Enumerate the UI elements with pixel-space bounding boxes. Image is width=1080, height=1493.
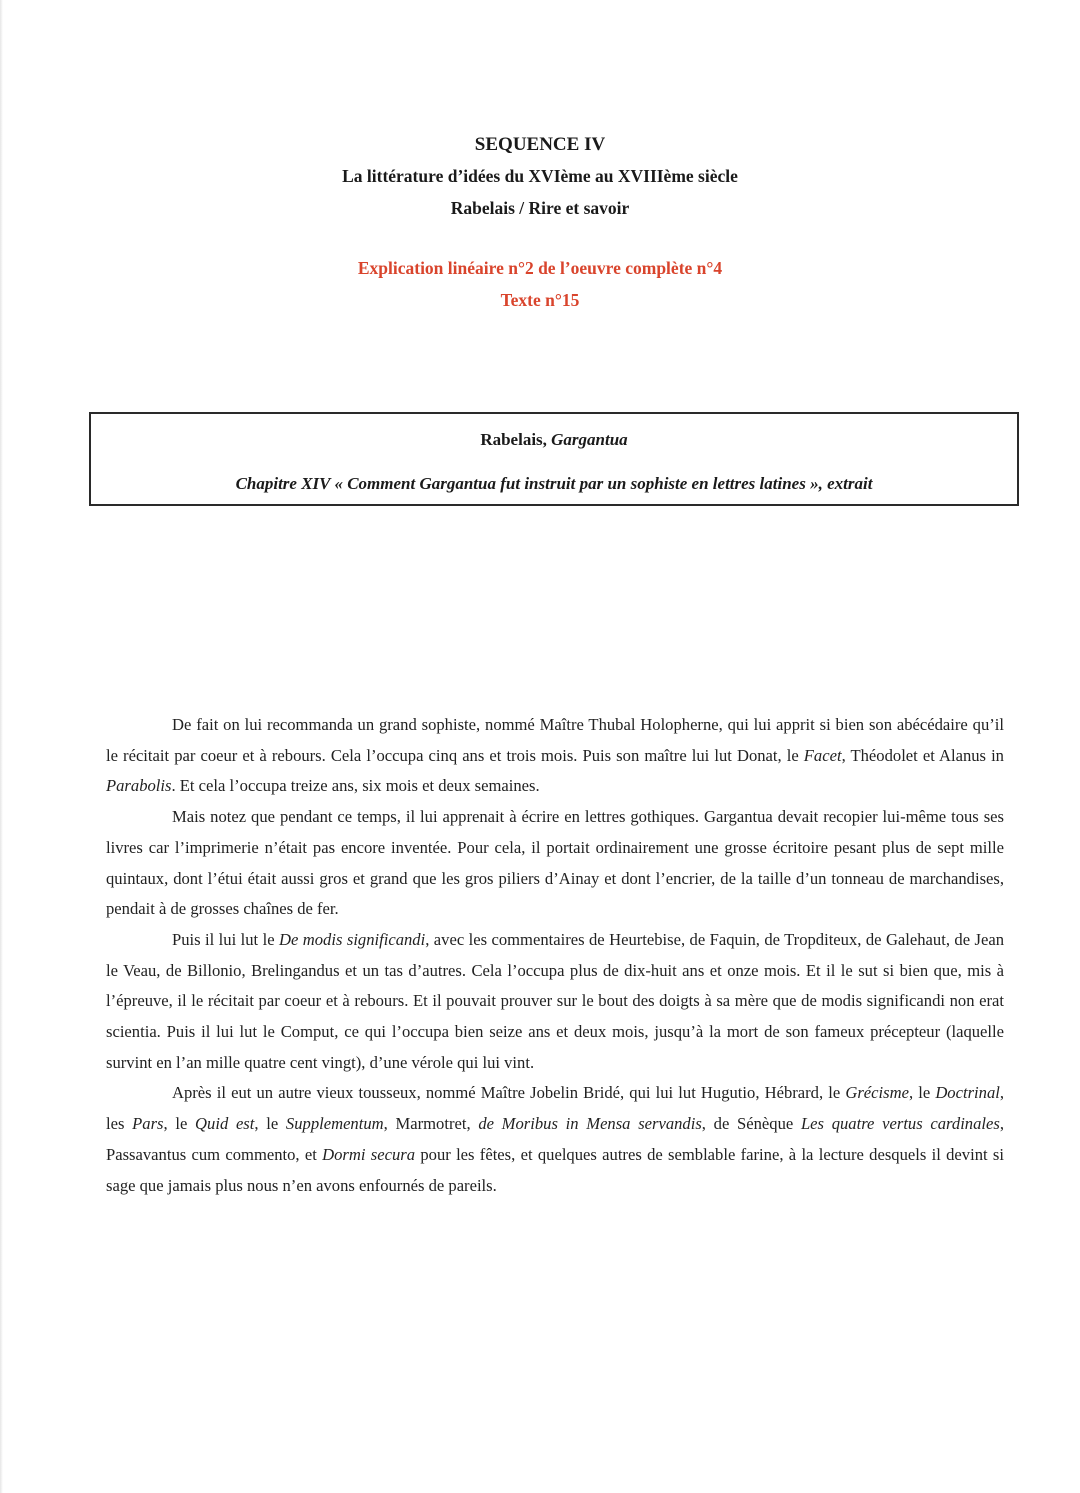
text-run: Mais notez que pendant ce temps, il lui apprenait à écrire en lettres gothiques. Gargantua devait recopier lui-même tous ses livres car l’imprimerie n’était pas encore inventée. Pour cela, il portait ordinairement une grosse écritoire pesant plus de sept mille quintaux, dont l’étui était aussi gros et grand que les gros piliers d’Ainay et dont l’encrier, de la taille d’un tonneau de marchandises, pendait à de grosses chaînes de fer. xyxy=(106,807,1004,919)
italic-title-run: de Moribus in Mensa servandis xyxy=(478,1114,702,1134)
text-run: , de Sénèque xyxy=(701,1114,801,1134)
italic-title-run: Doctrinal xyxy=(935,1083,1000,1103)
text-run: Puis il lui lut le xyxy=(172,929,279,949)
work-title: Gargantua xyxy=(551,430,628,449)
text-run: , le xyxy=(254,1114,286,1134)
text-run: , le xyxy=(163,1114,196,1134)
italic-title-run: Parabolis xyxy=(106,776,172,796)
chapter-title: Chapitre XIV « Comment Gargantua fut instruit par un sophiste en lettres latines », extrait xyxy=(235,474,873,493)
italic-title-run: Supplementum xyxy=(285,1114,384,1134)
paragraph xyxy=(106,802,1004,925)
sequence-subtitle: La littérature d’idées du XVIème au XVIIIème siècle xyxy=(342,166,738,186)
text-run: , avec les commentaires de Heurtebise, de Faquin, de Tropditeux, de Galehaut, de Jean le Veau, de Billonio, Brelingandus et un tas d’autres. Cela l’occupa plus de dix-huit ans et onze mois. Et il le sut si bien que, mis à l’épreuve, il le récitait par coeur et à rebours. Et il pouvait prouver sur le bout des doigts à sa mère que de modis significandi non erat scientia. Puis il lui lut le Comput, ce qui l’occupa bien seize ans et deux mois, jusqu’à la mort de son fameux précepteur (laquelle survint en l’an mille quatre cent vingt), d’une vérole qui lui vint. xyxy=(106,929,1004,1072)
italic-title-run: Grécisme xyxy=(845,1083,909,1103)
paragraph xyxy=(106,925,1004,1079)
italic-title-run: Pars xyxy=(132,1114,164,1134)
text-run: , Passavantus cum commento, et xyxy=(106,1114,1004,1164)
text-run: , les xyxy=(106,1083,1005,1134)
italic-title-run: Dormi secura xyxy=(322,1144,416,1164)
work-title-box xyxy=(89,412,1019,506)
italic-title-run: Quid est xyxy=(195,1114,255,1134)
text-run: . Et cela l’occupa treize ans, six mois et deux semaines. xyxy=(171,776,540,796)
explication-title: Explication linéaire n°2 de l’oeuvre complète n°4 xyxy=(357,258,723,278)
text-run: , le xyxy=(908,1083,936,1103)
italic-title-run: Facet xyxy=(803,745,842,765)
text-run: Après il eut un autre vieux tousseux, nommé Maître Jobelin Bridé, qui lui lut Hugutio, Hébrard, le xyxy=(172,1083,846,1103)
excerpt-text xyxy=(106,710,1004,1201)
sequence-theme: Rabelais / Rire et savoir xyxy=(450,198,630,218)
sequence-title: SEQUENCE IV xyxy=(474,134,606,155)
page-edge xyxy=(0,0,3,1493)
text-run: pour les fêtes, et quelques autres de semblable farine, à la lecture desquels il devint si sage que jamais plus nous n’en avons enfournés de pareils. xyxy=(106,1144,1004,1195)
paragraph xyxy=(106,1078,1004,1201)
work-author-line xyxy=(91,430,1017,450)
italic-title-run: Les quatre vertus cardinales xyxy=(800,1114,1000,1134)
text-number: Texte n°15 xyxy=(500,290,580,310)
text-run: De fait on lui recommanda un grand sophiste, nommé Maître Thubal Holopherne, qui lui apprit si bien son abécédaire qu’il le récitait par coeur et à rebours. Cela l’occupa cinq ans et trois mois. Puis son maître lui lut Donat, le xyxy=(106,715,1004,765)
text-run: , Théodolet et Alanus in xyxy=(841,745,1004,765)
text-run: , Marmotret, xyxy=(383,1114,479,1134)
italic-title-run: De modis significandi xyxy=(279,929,426,949)
paragraph xyxy=(106,710,1004,802)
work-author: Rabelais, xyxy=(480,430,552,449)
